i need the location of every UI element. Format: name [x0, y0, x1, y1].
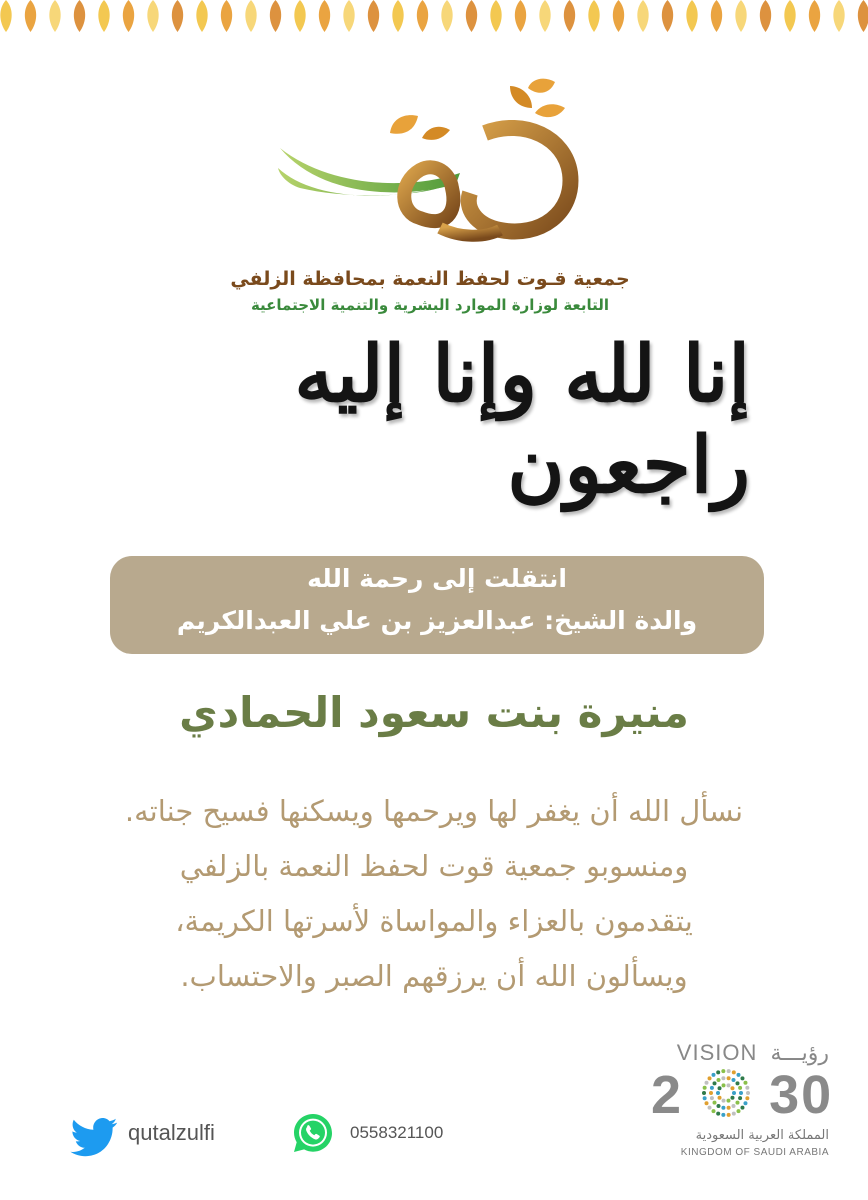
whatsapp-number[interactable]: 0558321100 — [350, 1123, 444, 1142]
twitter-bird-icon[interactable] — [70, 1118, 118, 1158]
organization-name: جمعية قـوت لحفظ النعمة بمحافظة الزلفي — [230, 268, 630, 290]
vision-year-a: 2 — [651, 1065, 684, 1125]
qut-logo — [270, 78, 610, 248]
vision-country-ar: المملكة العربية السعودية — [695, 1128, 829, 1143]
condolence-line: نسأل الله أن يغفر لها ويرحمها ويسكنها فسيح جناته. — [124, 794, 744, 828]
announcement-line-2: والدة الشيخ: عبدالعزيز بن علي العبدالكريم — [176, 606, 698, 635]
announcement-banner — [110, 556, 764, 654]
vision-emblem-icon — [700, 1067, 752, 1119]
whatsapp-icon[interactable] — [292, 1112, 334, 1154]
vision-title — [677, 1040, 829, 1066]
condolence-message — [30, 784, 838, 1004]
vision-title-ar: رؤيـــة — [770, 1040, 829, 1065]
leaf-border-decoration — [0, 0, 868, 40]
condolence-calligraphy: إنا لله وإنا إليه راجعون — [294, 329, 750, 511]
vision-year-b: 30 — [769, 1065, 834, 1125]
condolence-line: يتقدمون بالعزاء والمواساة لأسرتها الكريمة، — [175, 904, 693, 938]
twitter-handle[interactable]: qutalzulfi — [128, 1120, 215, 1145]
vision-2030-logo — [645, 1040, 835, 1165]
vision-year — [651, 1064, 833, 1126]
organization-affiliation: التابعة لوزارة الموارد البشرية والتنمية الاجتماعية — [250, 296, 610, 314]
condolence-line: ويسألون الله أن يرزقهم الصبر والاحتساب. — [180, 959, 688, 993]
vision-country-en: KINGDOM OF SAUDI ARABIA — [680, 1147, 829, 1158]
vision-title-en: VISION — [676, 1040, 758, 1065]
announcement-line-1: انتقلت إلى رحمة الله — [307, 564, 567, 593]
condolence-line: ومنسوبو جمعية قوت لحفظ النعمة بالزلفي — [179, 849, 689, 883]
deceased-name: منيرة بنت سعود الحمادي — [179, 688, 689, 737]
